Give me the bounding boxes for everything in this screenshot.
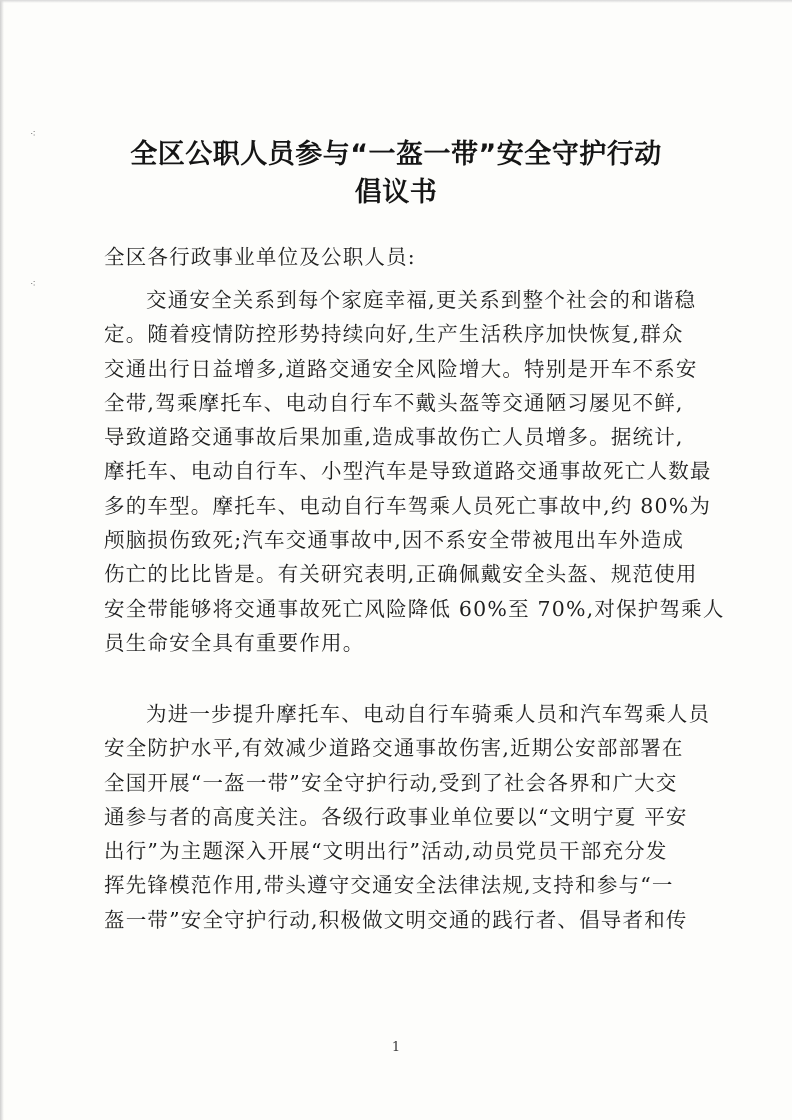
paragraph-line: 全国开展“一盔一带”安全守护行动,受到了社会各界和广大交 <box>104 770 678 795</box>
scan-edge-left <box>0 0 4 1120</box>
paragraph-1 <box>104 283 725 660</box>
salutation: 全区各行政事业单位及公职人员: <box>104 245 416 269</box>
paragraph-line: 摩托车、电动自行车、小型汽车是导致道路交通事故死亡人数最 <box>104 459 712 484</box>
paragraph-line: 挥先锋模范作用,带头遵守交通安全法律法规,支持和参与“一 <box>104 873 674 898</box>
scan-edge-top <box>0 0 792 3</box>
paragraph-line: 交通安全关系到每个家庭幸福,更关系到整个社会的和谐稳 <box>146 288 697 312</box>
paragraph-2 <box>104 697 711 937</box>
paragraph-line: 导致道路交通事故后果加重,造成事故伤亡人员增多。据统计, <box>104 425 684 450</box>
paragraph-line: 定。随着疫情防控形势持续向好,生产生活秩序加快恢复,群众 <box>104 322 684 347</box>
paragraph-line: 出行”为主题深入开展“文明出行”活动,动员党员干部充分发 <box>104 839 668 864</box>
paragraph-line: 安全防护水平,有效减少道路交通事故伤害,近期公安部部署在 <box>104 736 684 761</box>
paragraph-line: 伤亡的比比皆是。有关研究表明,正确佩戴安全头盔、规范使用 <box>104 562 698 587</box>
document-title-line-2: 倡议书 <box>354 177 438 208</box>
paragraph-line: 安全带能够将交通事故死亡风险降低 60%至 70%,对保护驾乘人 <box>104 596 725 621</box>
paragraph-line: 交通出行日益增多,道路交通安全风险增大。特别是开车不系安 <box>104 356 698 381</box>
paragraph-line: 员生命安全具有重要作用。 <box>104 630 365 655</box>
paragraph-line: 多的车型。摩托车、电动自行车驾乘人员死亡事故中,约 80%为 <box>104 493 712 518</box>
page-number: 1 <box>391 1040 401 1055</box>
paragraph-line: 全带,驾乘摩托车、电动自行车不戴头盔等交通陋习屡见不鲜, <box>104 390 684 415</box>
document-title-line-1: 全区公职人员参与“一盔一带”安全守护行动 <box>130 139 662 170</box>
scan-speck: ⁖ <box>30 279 36 290</box>
scan-speck: ⁖ <box>30 129 36 140</box>
paragraph-line: 为进一步提升摩托车、电动自行车骑乘人员和汽车驾乘人员 <box>146 702 711 726</box>
paragraph-line: 盔一带”安全守护行动,积极做文明交通的践行者、倡导者和传 <box>104 907 688 932</box>
paragraph-line: 颅脑损伤致死;汽车交通事故中,因不系安全带被甩出车外造成 <box>104 528 685 553</box>
paragraph-line: 通参与者的高度关注。各级行政事业单位要以“文明宁夏 平安 <box>104 804 688 829</box>
